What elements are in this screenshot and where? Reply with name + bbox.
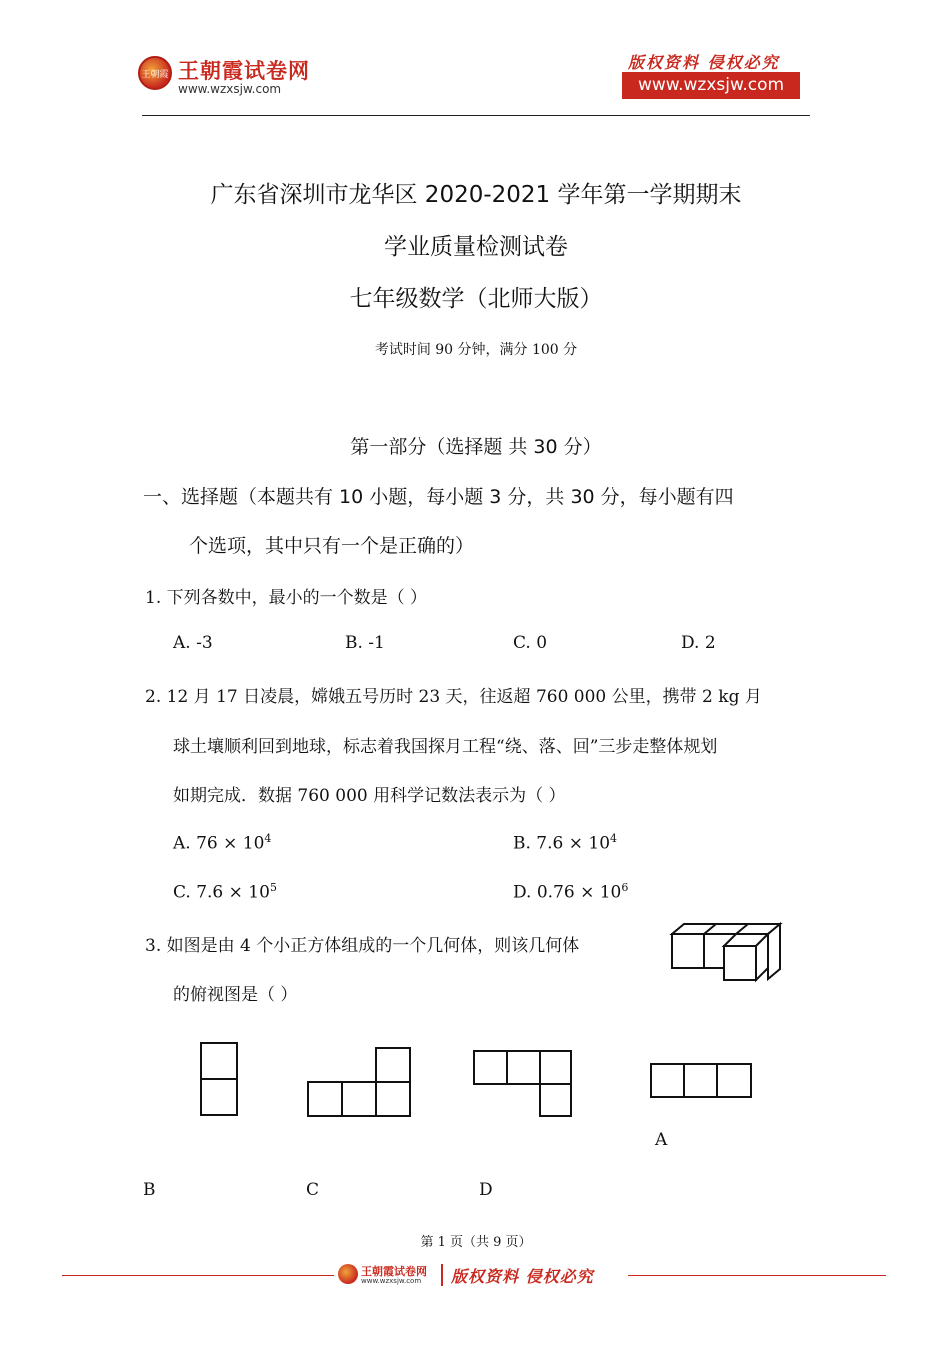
figure-c-square [341, 1081, 377, 1117]
q2-option-c [173, 881, 277, 903]
q1-stem: 1. 下列各数中，最小的一个数是（ ） [145, 588, 428, 608]
q2-stem-line2: 球土壤顺利回到地球，标志着我国探月工程“绕、落、回”三步走整体规划 [173, 737, 718, 757]
header-slogan: 版权资料 侵权必究 [628, 53, 780, 72]
q1-option-d: D. 2 [681, 633, 716, 653]
footer-brand-url: www.wzxsjw.com [361, 1277, 422, 1285]
q2-option-d-base: D. 0.76 × 10 [513, 882, 622, 903]
figure-d-square [539, 1050, 572, 1085]
figure-d-square [539, 1083, 572, 1117]
footer-slogan: 版权资料 侵权必究 [451, 1267, 594, 1286]
header-divider [142, 115, 810, 116]
footer-separator [441, 1264, 443, 1286]
url-banner[interactable]: www.wzxsjw.com [622, 72, 800, 99]
footer-rule-left [62, 1275, 334, 1276]
figure-c-square [375, 1047, 411, 1083]
q2-option-d [513, 881, 628, 903]
q3-stem-line1: 3. 如图是由 4 个小正方体组成的一个几何体，则该几何体 [145, 936, 580, 956]
q2-stem-line3: 如期完成．数据 760 000 用科学记数法表示为（ ） [173, 786, 566, 806]
cube-solid-figure [664, 920, 784, 990]
exam-info: 考试时间 90 分钟，满分 100 分 [374, 342, 578, 358]
figure-b-square [200, 1042, 238, 1080]
figure-label-d: D [479, 1180, 493, 1200]
figure-a-square [683, 1063, 718, 1098]
figure-c-square [307, 1081, 343, 1117]
q1-option-b: B. -1 [345, 633, 385, 653]
q2-option-b-exp: 4 [610, 832, 618, 845]
brand-url: www.wzxsjw.com [178, 82, 282, 96]
q2-option-b [513, 832, 617, 854]
q2-option-c-exp: 5 [269, 881, 277, 894]
q2-option-a-base: A. 76 × 10 [173, 833, 265, 854]
doc-title-line1: 广东省深圳市龙华区 2020-2021 学年第一学期期末 [210, 182, 742, 208]
figure-b-square [200, 1078, 238, 1116]
q2-stem-line1: 2. 12 月 17 日凌晨，嫦娥五号历时 23 天，往返超 760 000 公里，携带 2 kg 月 [145, 687, 762, 707]
instruction-line1: 一、选择题（本题共有 10 小题，每小题 3 分，共 30 分，每小题有四 [143, 486, 734, 508]
figure-a-square [716, 1063, 752, 1098]
q3-stem-line2: 的俯视图是（ ） [173, 985, 298, 1005]
q2-option-c-base: C. 7.6 × 10 [173, 882, 270, 903]
doc-title-line2: 学业质量检测试卷 [384, 234, 568, 260]
brand-name: 王朝霞试卷网 [178, 59, 310, 83]
q1-option-a: A. -3 [173, 633, 213, 653]
part1-title: 第一部分（选择题 共 30 分） [350, 436, 602, 458]
instruction-line2: 个选项，其中只有一个是正确的） [189, 535, 475, 557]
footer-rule-right [628, 1275, 886, 1276]
figure-d-square [506, 1050, 541, 1085]
logo-text: 王朝霞 [141, 70, 169, 80]
q2-option-a-exp: 4 [264, 832, 272, 845]
doc-title-line3: 七年级数学（北师大版） [349, 286, 603, 312]
q1-option-c: C. 0 [513, 633, 548, 653]
figure-d-square [473, 1050, 508, 1085]
figure-label-b: B [143, 1180, 156, 1200]
figure-label-a: A [655, 1130, 668, 1150]
page-number: 第 1 页（共 9 页） [420, 1235, 532, 1250]
q2-option-a [173, 832, 271, 854]
footer-brand-name: 王朝霞试卷网 [361, 1265, 427, 1278]
q2-option-b-base: B. 7.6 × 10 [513, 833, 611, 854]
q2-option-d-exp: 6 [621, 881, 629, 894]
figure-c-square [375, 1081, 411, 1117]
brand-logo-icon [138, 56, 172, 90]
footer-logo-icon [338, 1264, 358, 1284]
figure-a-square [650, 1063, 685, 1098]
figure-label-c: C [306, 1180, 320, 1200]
